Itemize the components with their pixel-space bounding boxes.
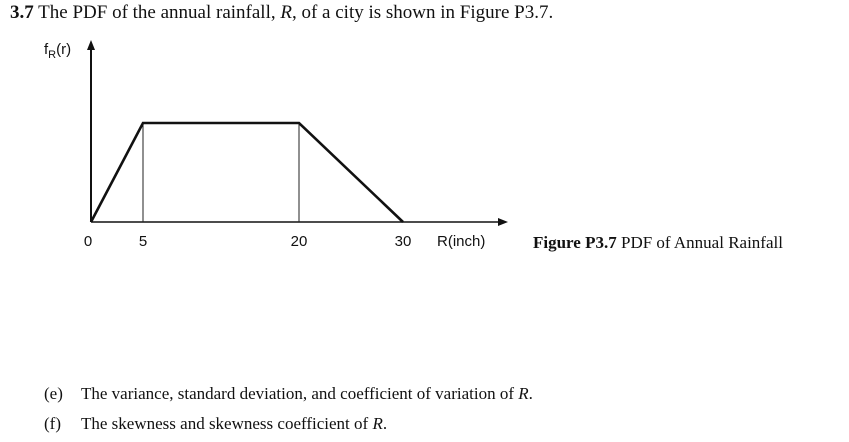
pdf-series-line: [91, 123, 403, 222]
part-e-text-end: .: [528, 384, 533, 403]
part-e-text-start: The variance, standard deviation, and coefficient of variation of: [81, 384, 519, 403]
problem-text-end: , of a city is shown in Figure P3.7.: [291, 2, 554, 23]
y-axis-arrowhead: [87, 40, 95, 50]
y-axis-label-argument: (r): [56, 41, 72, 58]
part-e-tag: (e): [44, 384, 63, 403]
x-tick-label-20: 20: [290, 233, 308, 250]
part-f-tag: (f): [44, 414, 61, 433]
y-axis-label: $f_R(r)$: [44, 41, 72, 61]
y-axis-label-subscript: R: [48, 49, 57, 61]
x-tick-label-30: 30: [394, 233, 412, 250]
figure-caption-label: Figure P3.7: [533, 233, 617, 252]
variable-R: R: [280, 2, 292, 23]
figure-caption-text: PDF of Annual Rainfall: [620, 233, 783, 252]
x-axis-arrowhead: [498, 218, 508, 226]
part-f-text-start: The skewness and skewness coefficient of: [81, 414, 373, 433]
x-tick-label-5: 5: [138, 233, 148, 250]
x-axis-label: R(inch): [437, 233, 486, 250]
x-tick-label-0: 0: [83, 233, 93, 250]
problem-number: 3.7: [10, 2, 34, 23]
part-e: [44, 384, 533, 404]
part-f: [44, 414, 387, 434]
problem-text-start: The PDF of the annual rainfall,: [38, 2, 281, 23]
part-f-text-end: .: [382, 414, 388, 433]
figure-caption: [533, 233, 783, 253]
part-f-variable: R: [372, 414, 383, 433]
part-e-variable: R: [518, 384, 529, 403]
